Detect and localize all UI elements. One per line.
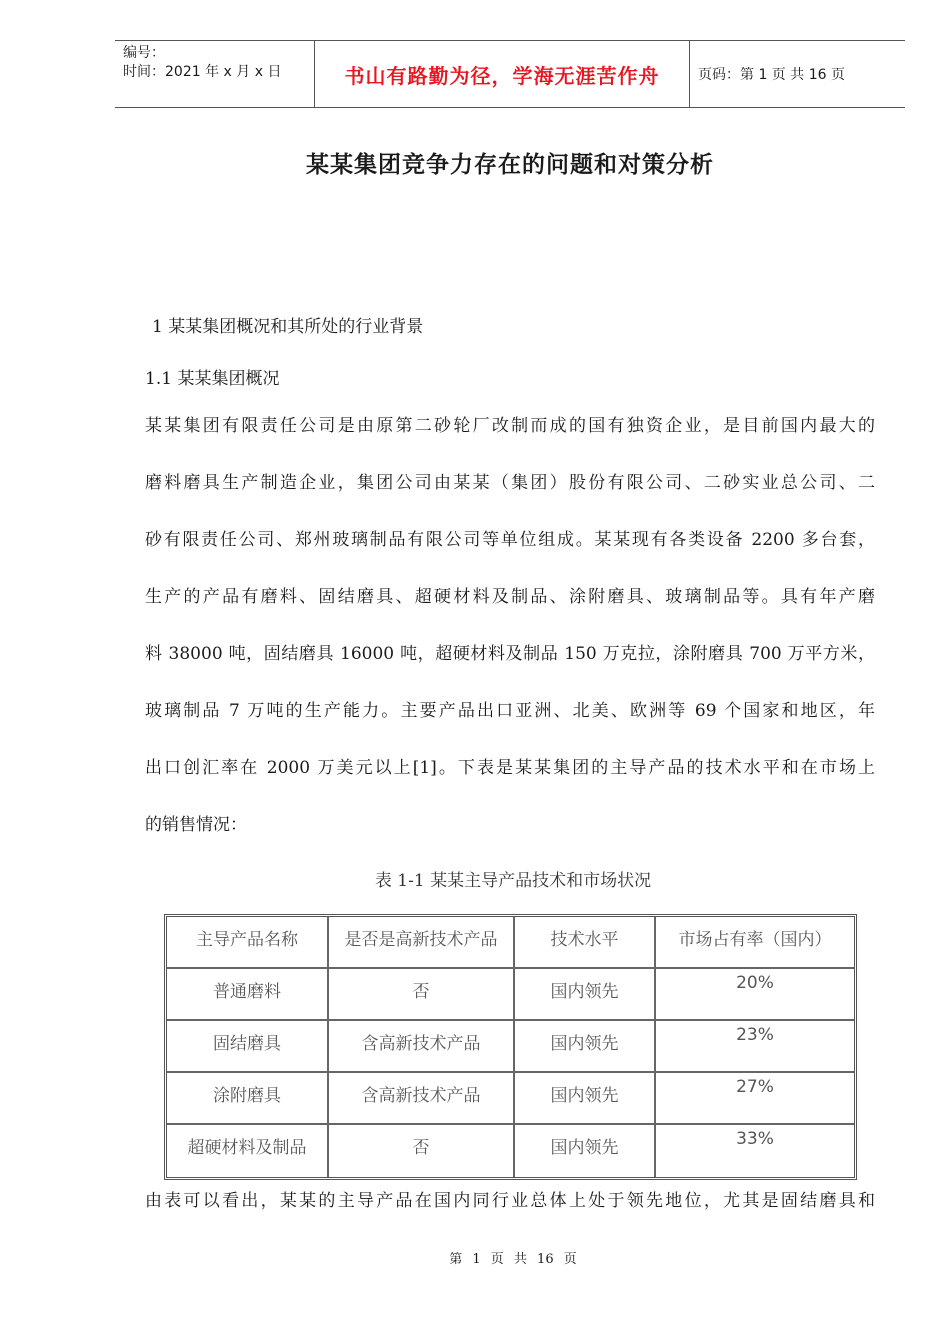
table-cell: 国内领先 <box>515 1073 656 1125</box>
header-page-info: 页码：第 1 页 共 16 页 <box>698 67 845 83</box>
paragraph-line: 的销售情况： <box>145 815 247 835</box>
page-footer: 第 1 页 共 16 页 <box>449 1252 577 1267</box>
table-cell: 国内领先 <box>515 1021 656 1073</box>
table-cell: 国内领先 <box>515 1125 656 1177</box>
table-header-row <box>167 917 854 969</box>
table-cell: 23% <box>656 1021 854 1073</box>
paragraph-line: 某某集团有限责任公司是由原第二砂轮厂改制而成的国有独资企业，是目前国内最大的 <box>145 416 875 436</box>
table-header-cell: 主导产品名称 <box>167 917 329 969</box>
number-label: 编号： <box>123 45 165 61</box>
header-meta <box>115 41 315 107</box>
table-cell: 33% <box>736 1129 774 1149</box>
document-title: 某某集团竞争力存在的问题和对策分析 <box>306 151 714 178</box>
paragraph-line: 出口创汇率在 2000 万美元以上[1]。下表是某某集团的主导产品的技术水平和在市场上 <box>145 758 875 778</box>
table-header-cell: 技术水平 <box>515 917 656 969</box>
section-1-heading: 1 某某集团概况和其所处的行业背景 <box>152 317 424 337</box>
paragraph-line: 生产的产品有磨料、固结磨具、超硬材料及制品、涂附磨具、玻璃制品等。具有年产磨 <box>145 587 875 607</box>
table-row <box>167 1021 854 1073</box>
table-row <box>167 969 854 1021</box>
section-1-1-heading: 1.1 某某集团概况 <box>145 369 280 389</box>
table-cell: 固结磨具 <box>167 1021 329 1073</box>
table-cell: 否 <box>329 1125 515 1177</box>
table-caption: 表 1-1 某某主导产品技术和市场状况 <box>374 871 652 891</box>
table-cell: 含高新技术产品 <box>329 1073 515 1125</box>
table-cell: 国内领先 <box>515 969 656 1021</box>
table-cell: 涂附磨具 <box>167 1073 329 1125</box>
table-cell: 普通磨料 <box>167 969 329 1021</box>
time-label: 时间：2021 年 x 月 x 日 <box>123 64 282 80</box>
product-table <box>164 914 857 1180</box>
paragraph-line: 玻璃制品 7 万吨的生产能力。主要产品出口亚洲、北美、欧洲等 69 个国家和地区，年 <box>145 701 875 721</box>
paragraph-line: 料 38000 吨，固结磨具 16000 吨，超硬材料及制品 150 万克拉，涂附磨具 700 万平方米， <box>145 644 875 664</box>
table-cell: 超硬材料及制品 <box>167 1125 329 1177</box>
table-cell: 否 <box>329 969 515 1021</box>
paragraph-line: 磨料磨具生产制造企业，集团公司由某某（集团）股份有限公司、二砂实业总公司、二 <box>145 473 875 493</box>
page-header <box>115 40 905 108</box>
table-cell: 含高新技术产品 <box>329 1021 515 1073</box>
table-cell: 27% <box>656 1073 854 1125</box>
header-motto: 书山有路勤为径，学海无涯苦作舟 <box>315 41 690 107</box>
table-cell: 20% <box>656 969 854 1021</box>
table-header-cell: 是否是高新技术产品 <box>329 917 515 969</box>
table-row <box>167 1073 854 1125</box>
table-row <box>167 1125 854 1177</box>
paragraph-line: 砂有限责任公司、郑州玻璃制品有限公司等单位组成。某某现有各类设备 2200 多台套， <box>145 530 875 550</box>
body-paragraph <box>145 404 875 860</box>
after-table-text: 由表可以看出，某某的主导产品在国内同行业总体上处于领先地位，尤其是固结磨具和 <box>145 1191 875 1211</box>
table-header-cell: 市场占有率（国内） <box>656 917 854 969</box>
